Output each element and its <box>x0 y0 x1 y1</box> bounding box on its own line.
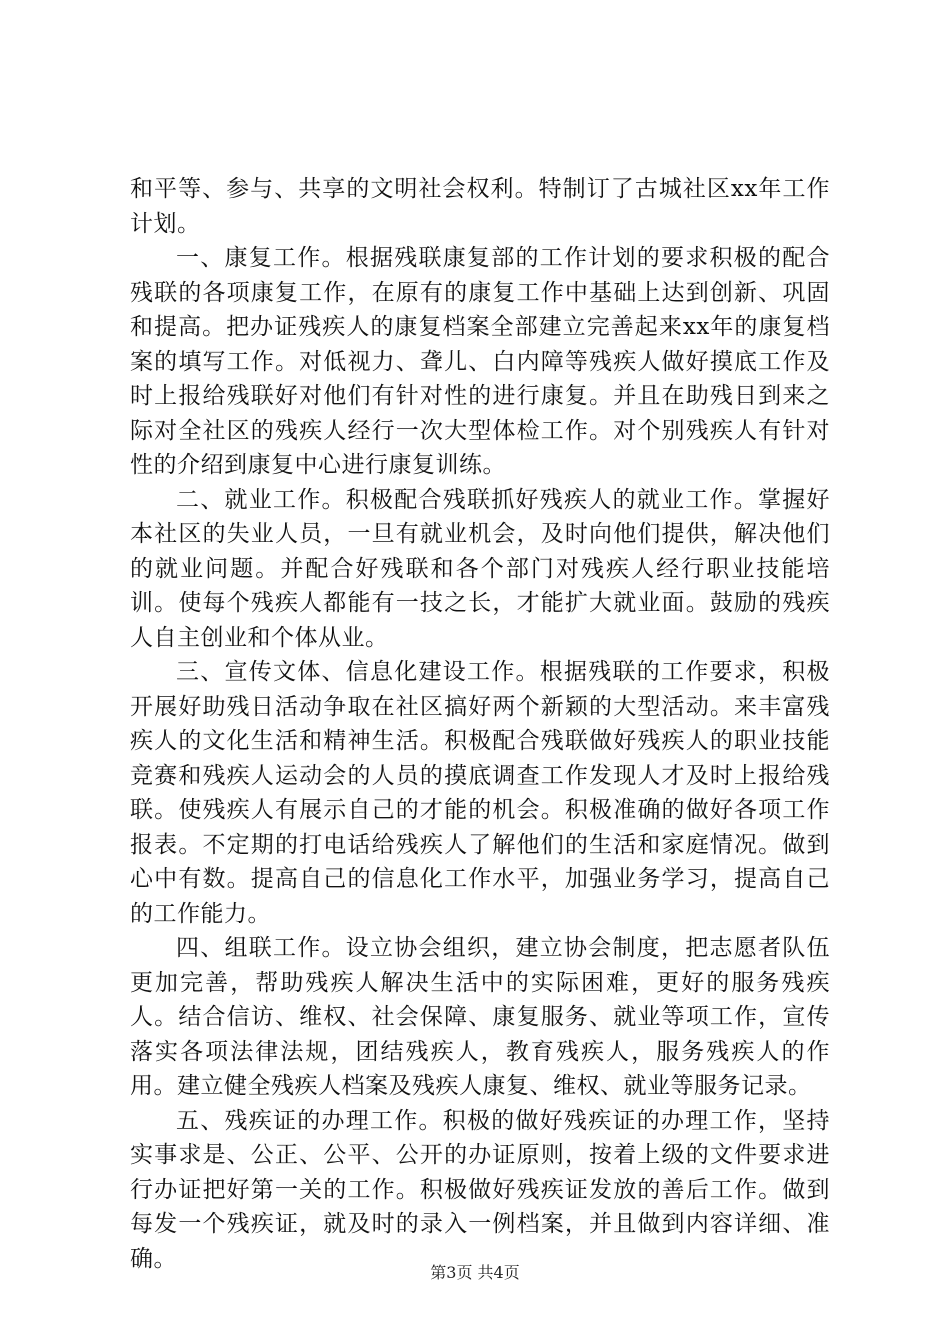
page-number: 第3页 共4页 <box>430 1263 520 1282</box>
paragraph-rehabilitation: 一、康复工作。根据残联康复部的工作计划的要求积极的配合残联的各项康复工作，在原有的康复工作中基础上达到创新、巩固和提高。把办证残疾人的康复档案全部建立完善起来xx年的康复档案的填写工作。对低视力、聋儿、白内障等残疾人做好摸底工作及时上报给残联好对他们有针对性的进行康复。并且在助残日到来之际对全社区的残疾人经行一次大型体检工作。对个别残疾人有针对性的介绍到康复中心进行康复训练。 <box>130 245 830 478</box>
document-body <box>130 172 830 1276</box>
paragraph-publicity: 三、宣传文体、信息化建设工作。根据残联的工作要求，积极开展好助残日活动争取在社区搞好两个新颖的大型活动。来丰富残疾人的文化生活和精神生活。积极配合残联做好残疾人的职业技能竞赛和残疾人运动会的人员的摸底调查工作发现人才及时上报给残联。使残疾人有展示自己的才能的机会。积极准确的做好各项工作报表。不定期的打电话给残疾人了解他们的生活和家庭情况。做到心中有数。提高自己的信息化工作水平，加强业务学习，提高自己的工作能力。 <box>130 659 830 927</box>
paragraph-employment: 二、就业工作。积极配合残联抓好残疾人的就业工作。掌握好本社区的失业人员，一旦有就业机会，及时向他们提供，解决他们的就业问题。并配合好残联和各个部门对残疾人经行职业技能培训。使每个残疾人都能有一技之长，才能扩大就业面。鼓励的残疾人自主创业和个体从业。 <box>130 486 830 651</box>
paragraph-certificate: 五、残疾证的办理工作。积极的做好残疾证的办理工作，坚持实事求是、公正、公平、公开的办证原则，按着上级的文件要求进行办证把好第一关的工作。积极做好残疾证发放的善后工作。做到每发一个残疾证，就及时的录入一例档案，并且做到内容详细、准确。 <box>130 1107 830 1272</box>
page-footer <box>0 1260 950 1283</box>
paragraph-intro: 和平等、参与、共享的文明社会权利。特制订了古城社区xx年工作计划。 <box>130 176 830 237</box>
paragraph-organization: 四、组联工作。设立协会组织，建立协会制度，把志愿者队伍更加完善，帮助残疾人解决生活中的实际困难，更好的服务残疾人。结合信访、维权、社会保障、康复服务、就业等项工作，宣传落实各项法律法规，团结残疾人，教育残疾人，服务残疾人的作用。建立健全残疾人档案及残疾人康复、维权、就业等服务记录。 <box>130 935 830 1099</box>
